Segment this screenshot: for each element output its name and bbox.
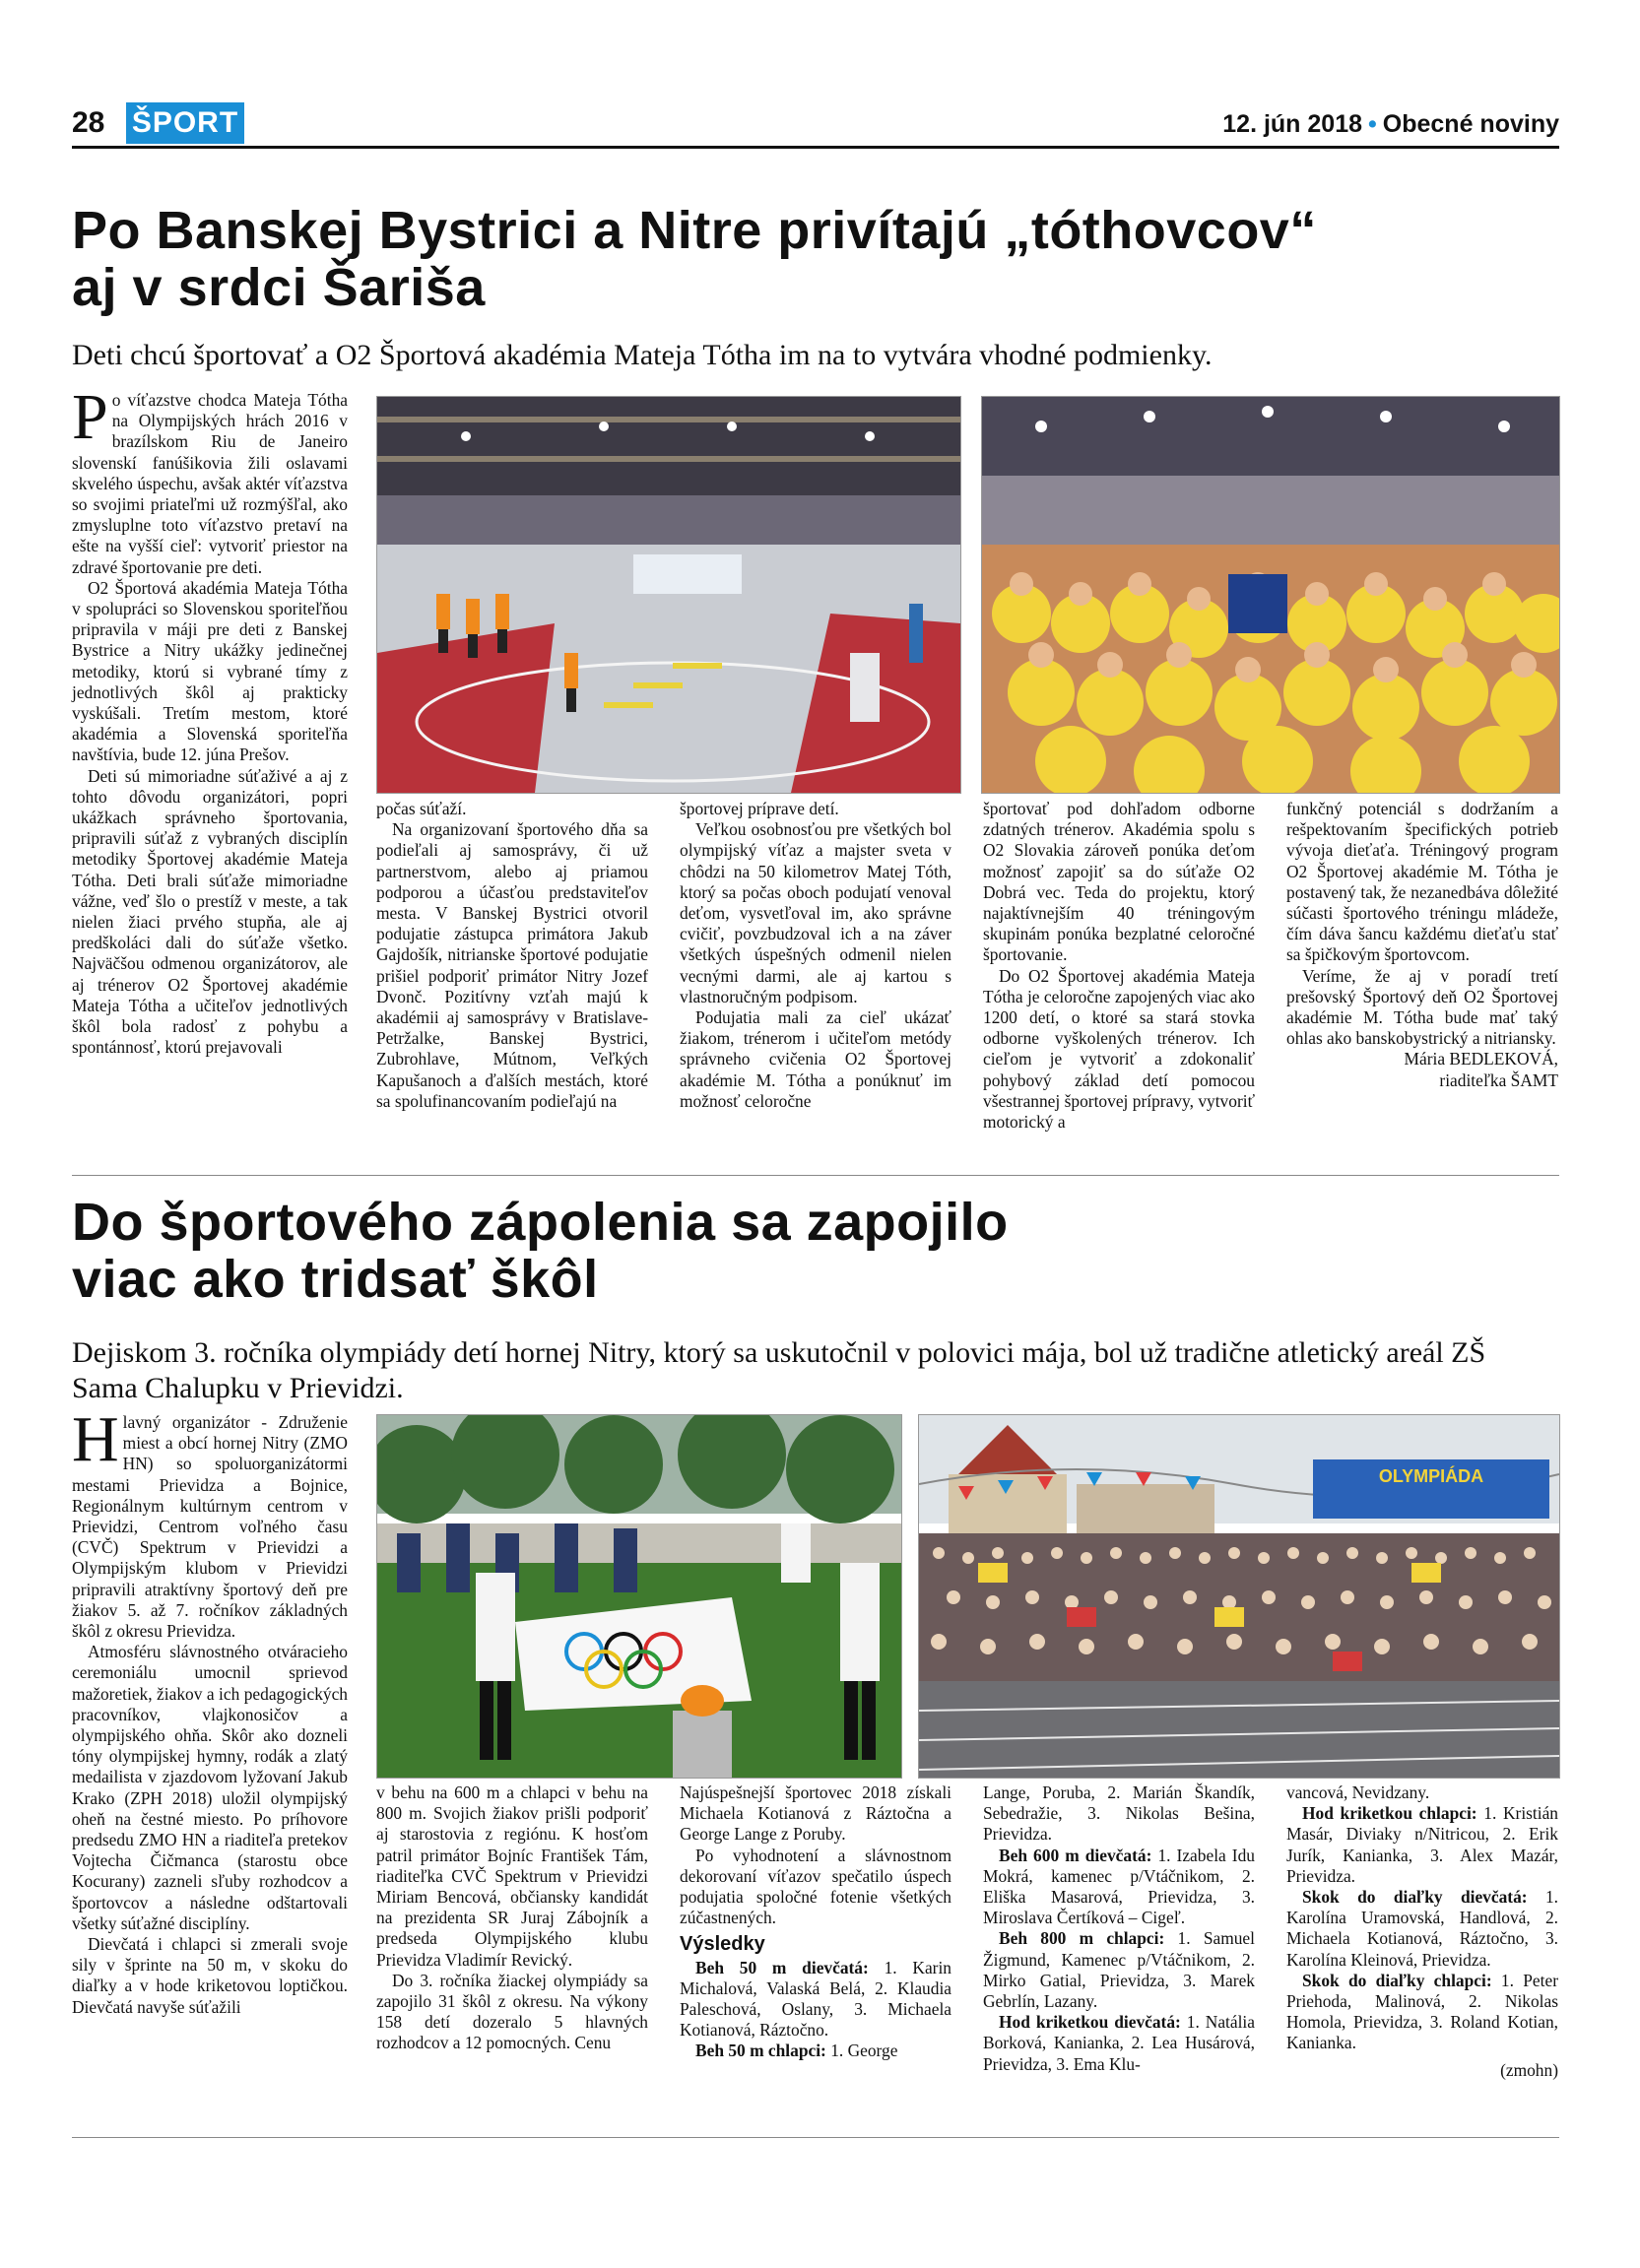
result-text: 1. Natália Borková, Kanianka, 2. Lea Husárová, Prievidza, 3. Ema Klu- — [983, 2012, 1255, 2074]
section-badge: ŠPORT — [126, 102, 244, 144]
issue-date: 12. jún 2018 — [1222, 110, 1363, 138]
paragraph: O2 Športová akadémia Mateja Tótha v spolupráci so Slovenskou sporiteľňou pripravila v máji pre deti z Banskej Bystrice a Nitry ukážky jedinečnej metodiky, ktorú si vybrané tímy z jednotlivých škôl aj prakticky vyskúšali. Tretím mestom, ktoré akadémia a Slovenská sporiteľňa navštívia, bude 12. júna Prešov. — [72, 577, 348, 765]
article2-subheadline-line2: Sama Chalupku v Prievidzi. — [72, 1372, 404, 1404]
paragraph: Atmosféru slávnostného otváracieho ceremoniálu umocnil sprievod mažoretiek, žiakov a ich pedagogických pracovníkov, vlajkonosičov a olympijského ohňa. Skôr ako dozneli tóny olympijskej hymny, rodák a zlatý medailista v zjazdovom lyžovaní Jakub Krako (ZPH 2018) uložil olympijský oheň na čestné miesto. Po príhovore predsedu ZMO HN a riaditeľa pretekov Vojtecha Čičmanca (starostu obce Kocurany) zazneli sľuby rozhodcov a športovcov a následne odštartovali všetky súťažné disciplíny. — [72, 1642, 348, 1933]
article2-column-5 — [1286, 1782, 1558, 2081]
issue-info — [1222, 110, 1559, 139]
result-label: Skok do diaľky dievčatá: — [1302, 1887, 1528, 1908]
result-label: Hod kriketkou chlapci: — [1302, 1803, 1477, 1824]
result-label: Beh 800 m chlapci: — [999, 1928, 1165, 1949]
publication-name: Obecné noviny — [1382, 110, 1559, 138]
result-label: Beh 50 m chlapci: — [695, 2041, 826, 2061]
article2-column-3 — [680, 1782, 951, 2062]
article1-headline-line1: Po Banskej Bystrici a Nitre privítajú „tóthovcov“ — [72, 201, 1317, 260]
photo-group-yellow-shirts — [981, 396, 1560, 794]
article2-column-4 — [983, 1782, 1255, 2075]
paragraph: Veľkou osobnosťou pre všetkých bol olympijský víťaz a majster sveta v chôdzi na 50 kilometrov Matej Tóth, ktorý sa počas oboch podujatí venoval deťom, vysvetľoval im, ako správne cvičiť, povzbudzoval ich a na záver všetkých úspešných odmenil nielen vecnými darmi, ale aj kartou s vlastnoručným podpisom. — [680, 819, 951, 1006]
paragraph: Veríme, že aj v poradí tretí prešovský Športový deň O2 Športovej akadémie M. Tótha bude mať taký ohlas ako banskobystrický a nitriansky. — [1286, 965, 1558, 1049]
result-text: 1. George — [825, 2041, 898, 2061]
article2-headline — [72, 1194, 1559, 1308]
result-label: Hod kriketkou dievčatá: — [999, 2012, 1181, 2033]
article1-column-1 — [72, 381, 348, 1059]
result-label: Beh 600 m dievčatá: — [999, 1845, 1152, 1865]
article1-headline-line2: aj v srdci Šariša — [72, 258, 486, 317]
paragraph: Do 3. ročníka žiackej olympiády sa zapojilo 31 škôl z okresu. Na výkony 158 detí dozeralo 5 hlavných rozhodcov a 12 pomocných. Cenu — [376, 1970, 648, 2053]
paragraph: Podujatia mali za cieľ ukázať žiakom, trénerom i učiteľom metódy správneho cvičenia O2 Športovej akadémie M. Tótha a ponúknuť im možnosť celoročne — [680, 1007, 951, 1111]
article-divider — [72, 1175, 1559, 1176]
article2-subheadline-line1: Dejiskom 3. ročníka olympiády detí hornej Nitry, ktorý sa uskutočnil v polovici mája, bol už tradične atletický areál ZŠ — [72, 1336, 1486, 1369]
article2-headline-line2: viac ako tridsať škôl — [72, 1250, 599, 1309]
paragraph: v behu na 600 m a chlapci v behu na 800 m. Svojich žiakov prišli podporiť aj starostovia z regiónu. K hosťom patril primátor Bojníc František Tám, riaditeľka CVČ Spektrum v Prievidzi Miriam Bencová, občiansky kandidát na prezidenta SR Juraj Zábojník a predseda Olympijského klubu Prievidza Vladimír Revický. — [376, 1782, 648, 1970]
dropcap: P — [72, 381, 108, 453]
photo-gym-children-exercise — [376, 396, 961, 794]
article1-subheadline: Deti chcú športovať a O2 Športová akadémia Mateja Tótha im na to vytvára vhodné podmienky. — [72, 339, 1213, 371]
results-title: Výsledky — [680, 1933, 765, 1956]
paragraph: počas súťaží. — [376, 799, 467, 818]
result-text: 1. Kristián Masár, Diviaky n/Nitricou, 2. Erik Jurík, Kanianka, 3. Alex Mazár, Prievidza. — [1286, 1803, 1559, 1886]
paragraph: športovej príprave detí. — [680, 799, 839, 818]
result-text: 1. Karolína Uramovská, Handlová, 2. Michaela Kotianová, Ráztočno, 3. Karolína Kleinová, Prievidza. — [1286, 1887, 1559, 1970]
result-label: Beh 50 m dievčatá: — [695, 1957, 869, 1977]
article1-headline — [72, 202, 1559, 316]
signature: (zmohn) — [1500, 2059, 1558, 2080]
dropcap: H — [72, 1403, 119, 1475]
paragraph: Najúspešnejší športovec 2018 získali Michaela Kotianová z Ráztočna a George Lange z Poruby. — [680, 1782, 951, 1845]
paragraph: Dievčatá i chlapci si zmerali svoje sily v šprinte na 50 m, v skoku do diaľky a v hode kriketovou loptičkou. Dievčatá navyše súťažili — [72, 1934, 348, 2017]
result-text: 1. Samuel Žigmund, Kamenec p/Vtáčnikom, 2. Mirko Gatial, Prievidza, 3. Marek Gebrlín, Lazany. — [983, 1928, 1255, 2012]
paragraph: Na organizovaní športového dňa sa podieľali aj samosprávy, či už partnerstvom, alebo aj priamou podporou a účasťou predstaviteľov mesta. V Banskej Bystrici otvoril podujatie zástupca primátora Jakub Gajdošík, nitrianske športové podujatie prišiel podporiť primátor Nitry Jozef Dvonč. Pozitívny vzťah majú k akadémii aj samosprávy v Bratislave-Petržalke, Banskej Bystrici, Zubrohlave, Mútnom, Veľkých Kapušanoch a ďalších mestách, ktoré sa spolufinancovaním podieľajú na — [376, 819, 648, 1111]
article2-column-2 — [376, 1782, 648, 2054]
photo-olympiad-group — [918, 1414, 1560, 1779]
header-rule — [72, 146, 1559, 149]
paragraph: vancová, Nevidzany. — [1286, 1782, 1430, 1802]
bullet-icon: • — [1368, 110, 1377, 138]
paragraph: Deti sú mimoriadne súťaživé a aj z tohto dôvodu organizátori, popri ukážkach správneho športovania, pripravili súťaž z vybraných disciplín metodiky Športovej akadémie Mateja Tótha. Deti brali súťaže mimoriadne vážne, veď šlo o prestíž v meste, a tak nielen žiaci prvého stupňa, ale aj predškoláci dali do súťaže všetko. Najväčšou odmenou organizátorov, ale aj trénerov O2 Športovej akadémie Mateja Tótha a učiteľov jednotlivých škôl bola radosť z pohybu a spontánnosť, ktorú prejavovali — [72, 765, 348, 1058]
signature-role: riaditeľka ŠAMT — [1439, 1069, 1558, 1090]
result-text: 1. Peter Priehoda, Malinová, 2. Nikolas Homola, Prievidza, 3. Roland Kotian, Kanianka. — [1286, 1970, 1558, 2053]
photo-olympic-flag-ceremony — [376, 1414, 902, 1779]
paragraph: funkčný potenciál s dodržaním a rešpektovaním špecifických potrieb vývoja dieťaťa. Tréningový program O2 Športovej akadémie M. Tótha je postavený tak, že nezanedbáva dôležité súčasti športového tréningu mládeže, čím dáva šancu každému dieťaťu stať sa špičkovým športovcom. — [1286, 799, 1558, 965]
article2-subheadline — [72, 1335, 1559, 1406]
result-label: Skok do diaľky chlapci: — [1302, 1970, 1492, 1990]
article1-column-3 — [680, 799, 951, 1112]
paragraph: Lange, Poruba, 2. Marián Škandík, Sebedražie, 3. Nikolas Bešina, Prievidza. — [983, 1782, 1255, 1845]
article1-column-5 — [1286, 799, 1558, 1091]
paragraph: lavný organizátor - Združenie miest a obcí hornej Nitry (ZMO HN) so spoluorganizátormi mestami Prievidza a Bojnice, Regionálnym kultúrnym centrom v Prievidzi, Centrom voľného času (CVČ) Spektrum v Prievidzi a Olympijským klubom v Prievidzi pripravili atraktívny športový deň pre žiakov 5. až 7. ročníkov základných škôl z okresu Prievidza. — [72, 1412, 348, 1642]
result-text: 1. Izabela Idu Mokrá, kamenec p/Vtáčnikom, 2. Eliška Masarová, Prievidza, 3. Miroslava Čertíková – Cigeľ. — [983, 1845, 1255, 1928]
page-number: 28 — [72, 106, 105, 139]
article2-headline-line1: Do športového zápolenia sa zapojilo — [72, 1193, 1009, 1252]
paragraph: Po vyhodnotení a slávnostnom dekorovaní víťazov spečatilo úspech podujatia spoločné fotenie všetkých zúčastnených. — [680, 1845, 951, 1928]
paragraph: športovať pod dohľadom odborne zdatných trénerov. Akadémia spolu s O2 Slovakia zároveň ponúka deťom možnosť zapojiť sa do súťaže O2 Dobrá vec. Teda do projektu, ktorý najaktívnejším 40 tréningovým skupinám ponúka bezplatné celoročné športovanie. — [983, 799, 1255, 965]
bottom-rule — [72, 2137, 1559, 2138]
paragraph: Do O2 Športovej akadémia Mateja Tótha je celoročne zapojených viac ako 1200 detí, o ktoré sa stará stovka odborne vyškolených trénerov. Ich cieľom je vytvoriť a zdokonaliť pohybový základ detí pomocou všestrannej športovej prípravy, vytvoriť motorický a — [983, 965, 1255, 1133]
signature-name: Mária BEDLEKOVÁ, — [1404, 1049, 1558, 1069]
paragraph: o víťazstve chodca Mateja Tótha na Olympijských hrách 2016 v brazílskom Riu de Janeiro slovenskí fanúšikovia žili oslavami skvelého úspechu, avšak aktér víťazstva so svojimi priateľmi už rozmýšľal, ako zmysluplne toto víťazstvo pretaví na ešte na vyšší cieľ: vytvoriť priestor na zdravé športovanie pre deti. — [72, 390, 348, 577]
result-text: 1. Karin Michalová, Valaská Belá, 2. Klaudia Paleschová, Oslany, 3. Michaela Kotianová, Ráztočno. — [680, 1957, 951, 2041]
article1-column-4 — [983, 799, 1255, 1133]
banner-text: OLYMPIÁDA — [1378, 1466, 1484, 1486]
article1-column-2 — [376, 799, 648, 1112]
article2-column-1 — [72, 1403, 348, 2018]
